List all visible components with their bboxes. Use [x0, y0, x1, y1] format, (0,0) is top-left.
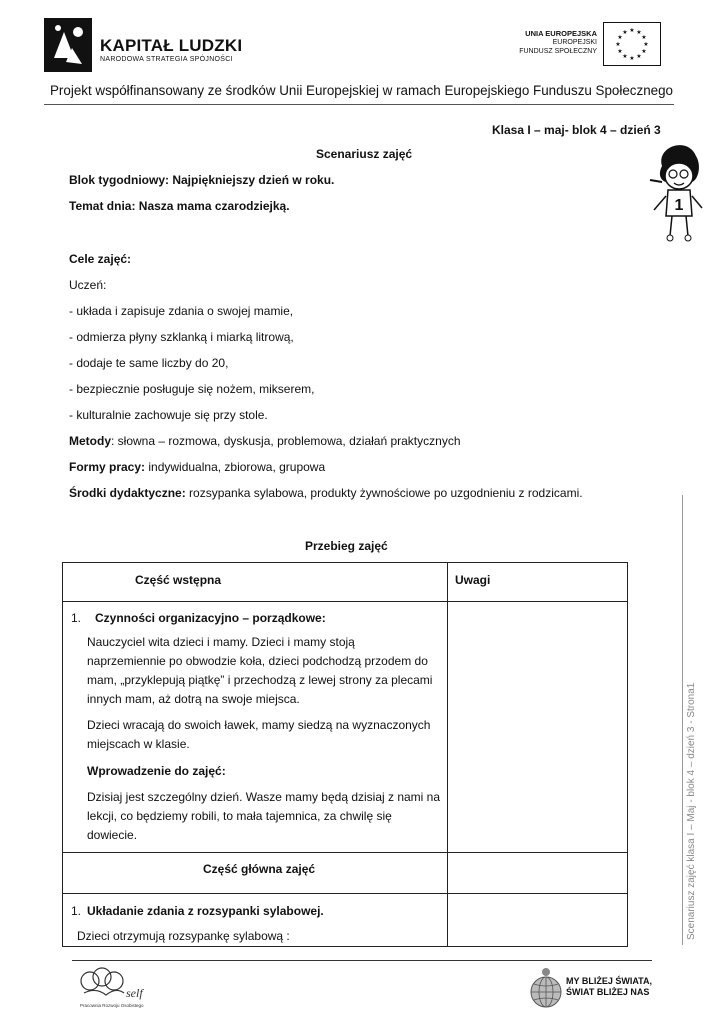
paragraph-line: dowiecie. — [87, 828, 138, 842]
paragraph-line: Nauczyciel wita dzieci i mamy. Dzieci i mamy stoją — [87, 635, 355, 649]
teaching-aids-line — [69, 486, 583, 500]
syllable-task-title: Układanie zdania z rozsypanki sylabowej. — [87, 904, 324, 918]
lesson-course-heading: Przebieg zajęć — [305, 539, 388, 553]
introduction-heading: Wprowadzenie do zajęć: — [87, 764, 226, 778]
goal-item: - odmierza płyny szklanką i miarką litrową, — [69, 330, 294, 344]
paragraph-seating — [87, 716, 430, 754]
goal-item: - bezpiecznie posługuje się nożem, mikserem, — [69, 382, 315, 396]
methods-line — [69, 434, 461, 448]
table-row-divider — [63, 601, 627, 602]
weekly-block-value: : Najpiękniejszy dzień w roku. — [165, 173, 335, 187]
eu-label — [467, 29, 597, 56]
lesson-table — [62, 562, 628, 947]
svg-text:★: ★ — [636, 29, 642, 36]
weekly-block — [69, 173, 334, 187]
item-number: 1. — [71, 904, 82, 918]
svg-text:★: ★ — [643, 41, 649, 48]
paragraph-line: mam, „przyklepują piątkę” i przechodzą z lewej strony za plecami — [87, 673, 433, 687]
footer-divider — [72, 960, 652, 961]
svg-text:★: ★ — [636, 53, 642, 60]
paragraph-line: lekcji, co będziemy robili, to mała tajemnica, za chwilę się — [87, 809, 392, 823]
kapital-ludzki-logo — [44, 18, 244, 74]
self-logo-text: self — [126, 986, 143, 1000]
svg-text:★: ★ — [629, 55, 635, 62]
paragraph-line: innych mam, aż dotrą na swoje miejsca. — [87, 692, 300, 706]
paragraph-line: Dzisiaj jest szczególny dzień. Wasze mamy będą dzisiaj z nami na — [87, 790, 441, 804]
item-number: 1. — [71, 611, 82, 625]
col-notes-header: Uwagi — [455, 573, 491, 587]
table-row-divider — [63, 893, 627, 894]
kapital-ludzki-title: KAPITAŁ LUDZKI — [100, 36, 243, 55]
main-part-heading: Część główna zajęć — [203, 862, 316, 876]
eu-label-line2: EUROPEJSKI — [552, 39, 597, 46]
student-label: Uczeń: — [69, 278, 107, 292]
paragraph-greeting — [87, 633, 432, 709]
weekly-block-label: Blok tygodniowy — [69, 173, 165, 187]
teaching-aids-value: rozsypanka sylabowa, produkty żywnościowe po uzgodnieniu z rodzicami. — [185, 486, 583, 500]
work-forms-line — [69, 460, 325, 474]
day-topic: Temat dnia: Nasza mama czarodziejką. — [69, 199, 290, 213]
goals-heading: Cele zajęć: — [69, 252, 132, 266]
syllable-task-text: Dzieci otrzymują rozsypankę sylabową : — [77, 929, 290, 943]
goal-item: - kulturalnie zachowuje się przy stole. — [69, 408, 268, 422]
svg-text:★: ★ — [615, 41, 621, 48]
side-margin-rule — [682, 495, 683, 945]
kapital-ludzki-subtitle: NARODOWA STRATEGIA SPÓJNOŚCI — [100, 56, 233, 63]
svg-text:★: ★ — [622, 29, 628, 36]
svg-text:★: ★ — [629, 27, 635, 34]
class-block-day: Klasa I – maj- blok 4 – dzień 3 — [492, 123, 661, 137]
goal-item: - dodaje te same liczby do 20, — [69, 356, 229, 370]
mbs-slogan — [566, 976, 652, 998]
globe-icon — [528, 966, 564, 1012]
svg-text:★: ★ — [641, 34, 647, 41]
teaching-aids-label: Środki dydaktyczne: — [69, 486, 186, 500]
work-forms-value: indywidualna, zbiorowa, grupowa — [145, 460, 326, 474]
paragraph-line: miejscach w klasie. — [87, 737, 190, 751]
svg-text:★: ★ — [617, 48, 623, 55]
org-activities-title: Czynności organizacyjno – porządkowe: — [95, 611, 326, 625]
mascot-number: 1 — [674, 197, 684, 214]
eu-flag-icon — [603, 22, 661, 66]
table-column-divider — [447, 563, 448, 946]
eu-label-line3: FUNDUSZ SPOŁECZNY — [519, 48, 597, 55]
paragraph-line: Dzieci wracają do swoich ławek, mamy siedzą na wyznaczonych — [87, 718, 431, 732]
paragraph-introduction — [87, 788, 440, 845]
goal-item: - układa i zapisuje zdania o swojej mamie, — [69, 304, 294, 318]
eu-label-line1: UNIA EUROPEJSKA — [525, 29, 597, 38]
table-row-divider — [63, 852, 627, 853]
svg-text:★: ★ — [641, 48, 647, 55]
self-caption: Pracownia Rozwoju Osobistego — [80, 1003, 144, 1008]
kapital-ludzki-emblem-icon — [44, 18, 92, 72]
mascot-girl-icon — [648, 136, 708, 244]
side-page-caption: Scenariusz zajęć klasa I – Maj - blok 4 – dzień 3 - Strona1 — [686, 682, 697, 940]
mbs-slogan-line2: ŚWIAT BLIŻEJ NAS — [566, 987, 650, 997]
col-intro-header: Część wstępna — [135, 573, 222, 587]
methods-label: Metody — [69, 434, 111, 448]
paragraph-line: naprzemiennie po obwodzie koła, dzieci podchodzą przodem do — [87, 654, 428, 668]
svg-text:★: ★ — [622, 53, 628, 60]
project-cofinancing-line: Projekt współfinansowany ze środków Unii Europejskiej w ramach Europejskiego Funduszu Społecznego — [50, 83, 673, 98]
work-forms-label: Formy pracy: — [69, 460, 146, 474]
header-divider — [44, 104, 674, 105]
methods-value: : słowna – rozmowa, dyskusja, problemowa, działań praktycznych — [111, 434, 461, 448]
scenario-title: Scenariusz zajęć — [316, 147, 413, 161]
svg-text:★: ★ — [617, 34, 623, 41]
mbs-slogan-line1: MY BLIŻEJ ŚWIATA, — [566, 976, 653, 986]
